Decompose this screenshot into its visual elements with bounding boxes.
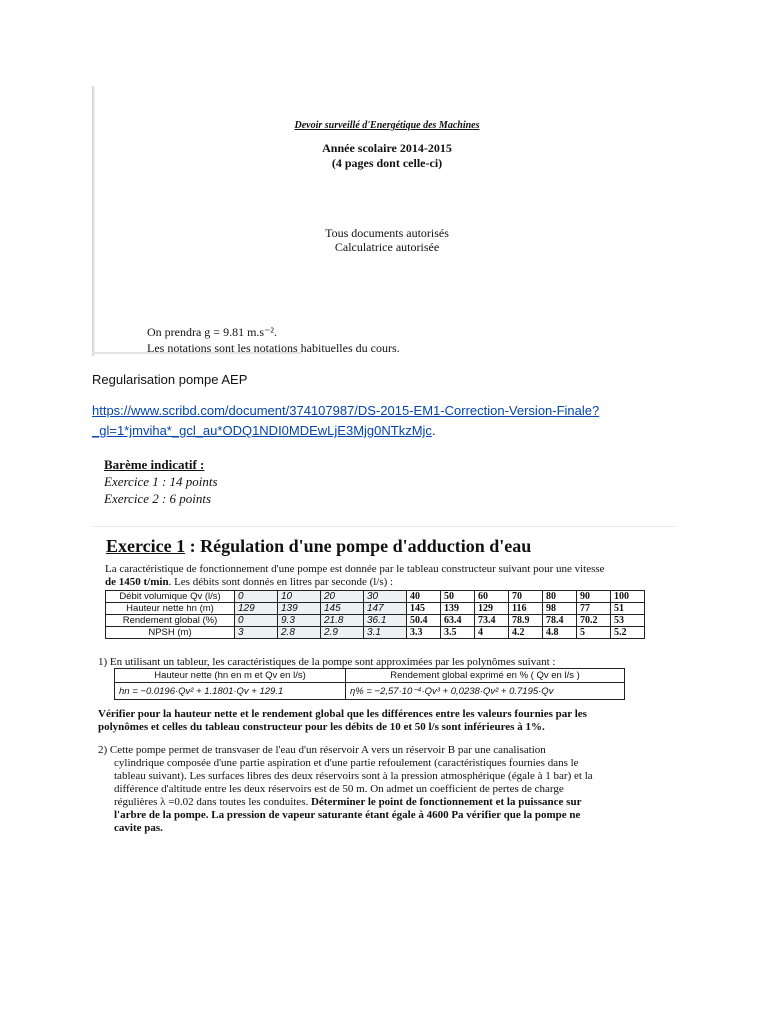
table-cell: 5 [577,627,611,639]
table-row-label: Débit volumique Qv (l/s) [106,591,235,603]
table-cell: 9.3 [278,615,321,627]
table-cell: 70 [509,591,543,603]
table-cell: 78.9 [509,615,543,627]
page-count: (4 pages dont celle-ci) [331,156,443,170]
table-cell: 51 [611,603,645,615]
bareme-exercise-2: Exercice 2 : 6 points [104,491,212,506]
table-cell: 60 [475,591,509,603]
table-cell: 139 [441,603,475,615]
question-2-line-5b: Déterminer le point de fonctionnement et la puissance sur [310,796,582,808]
intro-line-2 [105,576,393,588]
table-cell: 0 [235,615,278,627]
exercise-title-rest: : Régulation d'une pompe d'adduction d'eau [185,536,532,556]
notation-note: Les notations sont les notations habituelles du cours. [147,341,400,355]
table-cell: 50 [441,591,475,603]
table-cell: 53 [611,615,645,627]
intro-speed: de 1450 t/min [105,576,169,588]
table-cell: 21.8 [321,615,364,627]
bareme-exercise-1: Exercice 1 : 14 points [104,474,218,489]
gravity-note: On prendra g = 9.81 m.s⁻². [147,325,278,339]
table-cell: 4.8 [543,627,577,639]
table-cell: 147 [364,603,407,615]
exercise-scan-image [92,526,676,838]
table-cell: 2.8 [278,627,321,639]
intro-line-2-rest: . Les débits sont donnés en litres par seconde (l/s) : [168,576,394,588]
link-period: . [431,423,436,438]
table-cell: 139 [278,603,321,615]
exercise-title [106,536,531,557]
table-row [106,627,645,639]
table-cell: 3 [235,627,278,639]
calculator-allowed: Calculatrice autorisée [334,240,440,254]
polynomial-table [114,668,625,700]
table-row-label: Rendement global (%) [106,615,235,627]
table-cell: 145 [321,603,364,615]
school-year: Année scolaire 2014-2015 [322,141,452,155]
scan-top-edge [92,526,676,527]
table-cell: 3.3 [407,627,441,639]
table-row [106,591,645,603]
table-row [106,615,645,627]
table-cell: 145 [407,603,441,615]
table-cell: 73.4 [475,615,509,627]
table-cell: 70.2 [577,615,611,627]
link-line-2[interactable]: _gl=1*jmviha*_gcl_au*ODQ1NDI0MDEwLjE3Mjg0NTkzMjc [92,423,432,438]
table-cell: 78.4 [543,615,577,627]
documents-allowed: Tous documents autorisés [325,226,449,240]
bareme-image [104,456,218,507]
table-cell: 36.1 [364,615,407,627]
question-1-text: 1) En utilisant un tableur, les caractéristiques de la pompe sont approximées par les polynômes suivant : [98,656,556,668]
table-cell: 116 [509,603,543,615]
exam-title: Devoir surveillé d'Energétique des Machines [294,120,480,131]
table-row-label: Hauteur nette hn (m) [106,603,235,615]
poly-header-height: Hauteur nette (hn en m et Qv en l/s) [115,669,346,683]
table-cell: 2.9 [321,627,364,639]
link-line-1[interactable]: https://www.scribd.com/document/374107987/DS-2015-EM1-Correction-Version-Finale? [92,403,600,418]
verify-line-1: Vérifier pour la hauteur nette et le rendement global que les différences entre les valeurs fournies par les [98,708,587,720]
table-cell: 40 [407,591,441,603]
cover-scan-image [92,86,480,356]
table-cell: 3.1 [364,627,407,639]
pump-characteristics-table [105,590,645,639]
verify-line-2: polynômes et celles du tableau constructeur pour les débits de 10 et 50 l/s sont inférieures à 1%. [98,721,545,733]
table-cell: 50.4 [407,615,441,627]
question-2-line-5 [114,796,581,808]
table-cell: 100 [611,591,645,603]
question-2-line-4: différence d'altitude entre les deux réservoirs est de 50 m. On admet un coefficient de pertes de charge [114,783,564,795]
exercise-title-prefix: Exercice 1 [106,536,186,556]
intro-line-1: La caractéristique de fonctionnement d'une pompe est donnée par le tableau constructeur suivant pour une vitesse [105,563,605,575]
table-cell: 129 [235,603,278,615]
question-2-line-5a: régulières λ =0.02 dans toutes les conduites. [114,796,311,808]
question-2-line-6: l'arbre de la pompe. La pression de vapeur saturante étant égale à 4600 Pa vérifier que la pompe ne [114,809,581,821]
table-cell: 0 [235,591,278,603]
table-cell: 90 [577,591,611,603]
table-cell: 4 [475,627,509,639]
question-2-line-2: cylindrique composée d'une partie aspiration et d'une partie refoulement (caractéristiques fournies dans le [114,757,579,769]
question-2-line-3: tableau suivant). Les surfaces libres des deux réservoirs sont à la pression atmosphérique (égale à 1 bar) et la [114,770,593,782]
question-2-line-1: 2) Cette pompe permet de transvaser de l'eau d'un réservoir A vers un réservoir B par une canalisation [98,744,546,756]
bareme-title: Barème indicatif : [104,457,205,472]
table-cell: 30 [364,591,407,603]
table-row-label: NPSH (m) [106,627,235,639]
table-cell: 4.2 [509,627,543,639]
table-cell: 98 [543,603,577,615]
table-cell: 20 [321,591,364,603]
poly-formula-efficiency: η% = −2,57·10⁻⁴·Qv³ + 0,0238·Qv² + 0.7195·Qv [346,683,625,700]
poly-header-efficiency: Rendement global exprimé en % ( Qv en l/s ) [346,669,625,683]
scan-edge [92,86,95,356]
question-2-line-7: cavite pas. [114,822,163,834]
table-cell: 80 [543,591,577,603]
document-caption: Regularisation pompe AEP [92,372,248,387]
scribd-link[interactable] [92,401,652,441]
poly-formula-height: hn = −0.0196·Qv² + 1.1801·Qv + 129.1 [115,683,346,700]
table-cell: 3.5 [441,627,475,639]
table-cell: 63.4 [441,615,475,627]
table-cell: 129 [475,603,509,615]
table-cell: 77 [577,603,611,615]
table-cell: 10 [278,591,321,603]
table-cell: 5.2 [611,627,645,639]
table-row [106,603,645,615]
